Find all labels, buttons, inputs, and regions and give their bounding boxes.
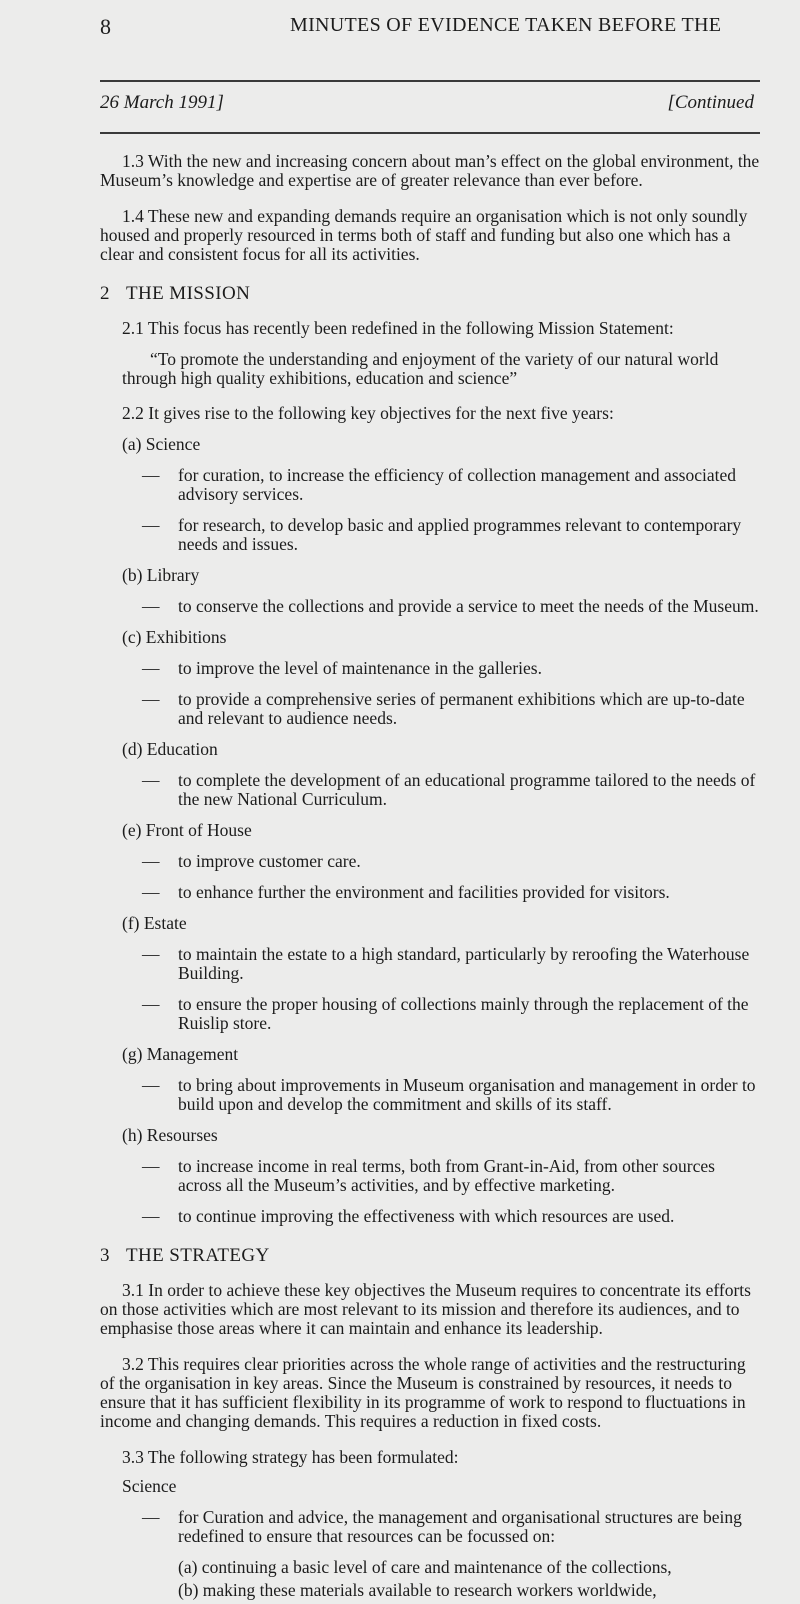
objective-item: — to provide a comprehensive series of permanent exhibitions which are up-to-date and relevant to audience needs. [142, 689, 745, 728]
section-title: THE MISSION [126, 283, 251, 304]
page-number: 8 [100, 14, 111, 39]
section-number: 3 [100, 1245, 110, 1266]
objective-item: — to complete the development of an educational programme tailored to the needs of the new National Curriculum. [142, 770, 756, 809]
objective-category: (d) Education [122, 739, 218, 759]
paragraph-2-1: 2.1 This focus has recently been redefined in the following Mission Statement: [122, 318, 674, 338]
objective-item: — to conserve the collections and provide a service to meet the needs of the Museum. [142, 596, 759, 616]
continued-label: [Continued [667, 92, 754, 113]
objective-item: — to improve the level of maintenance in the galleries. [142, 658, 542, 678]
objective-category: (g) Management [122, 1044, 239, 1064]
objective-category: (b) Library [122, 565, 200, 585]
objective-category: (h) Resourses [122, 1125, 218, 1145]
science-label: Science [122, 1476, 177, 1496]
strategy-sub-list [100, 1558, 760, 1600]
paragraph-3-1: 3.1 In order to achieve these key objectives the Museum requires to concentrate its efforts on those activities which are most relevant to its mission and therefore its audiences, and to emphasise those areas where it can maintain and enhance its leadership. [100, 1280, 751, 1338]
strategy-item: — for Curation and advice, the management and organisational structures are being redefined to ensure that resources can be focussed on: [142, 1507, 742, 1546]
section-number: 2 [100, 283, 110, 304]
objective-item: — to ensure the proper housing of collections mainly through the replacement of the Ruislip store. [142, 994, 749, 1033]
section-heading-mission [100, 284, 760, 303]
objective-category: (e) Front of House [122, 820, 252, 840]
objective-item: — to increase income in real terms, both from Grant-in-Aid, from other sources across all the Museum’s activities, and by effective marketing. [142, 1156, 715, 1195]
page-header [100, 14, 760, 46]
body-text [100, 152, 760, 1604]
date: 26 March 1991] [100, 92, 224, 113]
objective-item: — for curation, to increase the efficiency of collection management and associated advisory services. [142, 465, 736, 504]
objective-item: — to enhance further the environment and facilities provided for visitors. [142, 882, 670, 902]
objective-category: (a) Science [122, 434, 201, 454]
section-heading-strategy [100, 1246, 760, 1265]
objective-category: (c) Exhibitions [122, 627, 227, 647]
objective-item: — to continue improving the effectiveness with which resources are used. [142, 1206, 675, 1226]
header-rule [100, 80, 760, 82]
paragraph-3-3: 3.3 The following strategy has been formulated: [122, 1447, 459, 1467]
objective-category: (f) Estate [122, 913, 187, 933]
objective-item: — for research, to develop basic and applied programmes relevant to contemporary needs and issues. [142, 515, 742, 554]
running-head: MINUTES OF EVIDENCE TAKEN BEFORE THE [290, 14, 722, 36]
dateline [100, 92, 760, 122]
objective-item: — to improve customer care. [142, 851, 361, 871]
paragraph-3-2: 3.2 This requires clear priorities across the whole range of activities and the restructuring of the organisation in key areas. Since the Museum is constrained by resources, it needs to ensure that it has sufficient flexibility in its programme of work to respond to fluctuations in income and changing demands. This requires a reduction in fixed costs. [100, 1354, 746, 1431]
dateline-rule [100, 132, 760, 134]
strategy-sub-item: (b) making these materials available to research workers worldwide, [178, 1580, 657, 1600]
mission-statement-quote: “To promote the understanding and enjoyment of the variety of our natural world through high quality exhibitions, education and science” [122, 349, 719, 388]
objective-item: — to bring about improvements in Museum organisation and management in order to build upon and develop the commitment and skills of its staff. [142, 1075, 756, 1114]
paragraph-1-4: 1.4 These new and expanding demands require an organisation which is not only soundly housed and properly resourced in terms both of staff and funding but also one which has a clear and consistent focus for all its activities. [100, 206, 748, 264]
strategy-sub-item: (a) continuing a basic level of care and maintenance of the collections, [178, 1557, 672, 1577]
paragraph-1-3: 1.3 With the new and increasing concern about man’s effect on the global environment, the Museum’s knowledge and expertise are of greater relevance than ever before. [100, 151, 760, 190]
section-title: THE STRATEGY [126, 1245, 270, 1266]
objectives-list [100, 435, 760, 1226]
objective-item: — to maintain the estate to a high standard, particularly by reroofing the Waterhouse Building. [142, 944, 750, 983]
paragraph-2-2: 2.2 It gives rise to the following key objectives for the next five years: [122, 403, 614, 423]
